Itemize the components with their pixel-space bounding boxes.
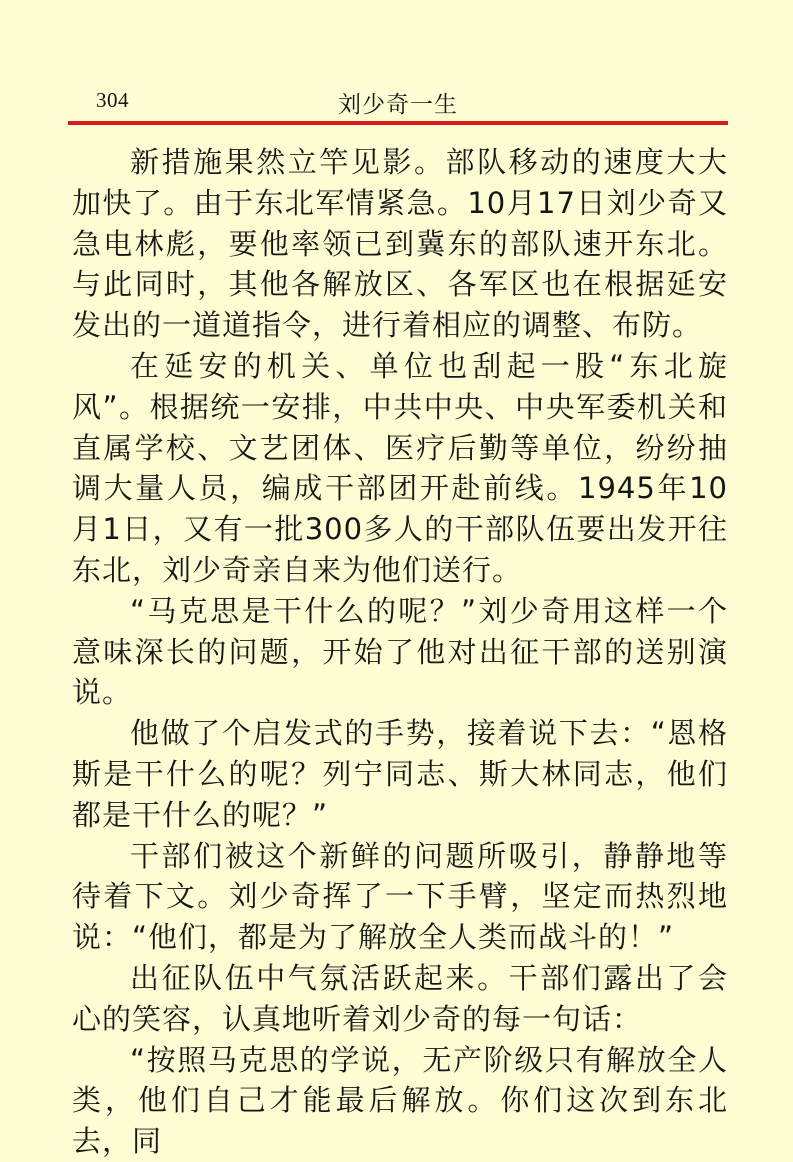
paragraph-4: 他做了个启发式的手势，接着说下去：“恩格斯是干什么的呢？列宁同志、斯大林同志，他们都是干什么的呢？” bbox=[72, 716, 728, 832]
paragraph-1: 新措施果然立竿见影。部队移动的速度大大加快了。由于东北军情紧急。10月17日刘少奇又急电林彪，要他率领已到冀东的部队速开东北。与此同时，其他各解放区、各军区也在根据延安发出的一道道指令，进行着相应的调整、布防。 bbox=[72, 145, 728, 343]
running-head-title: 刘少奇一生 bbox=[338, 92, 458, 118]
header-rule bbox=[68, 121, 728, 125]
paragraph-2: 在延安的机关、单位也刮起一股“东北旋风”。根据统一安排，中共中央、中央军委机关和直属学校、文艺团体、医疗后勤等单位，纷纷抽调大量人员，编成干部团开赴前线。1945年10月1日，又有一批300多人的干部队伍要出发开往东北，刘少奇亲自来为他们送行。 bbox=[72, 348, 728, 587]
paragraph-7: “按照马克思的学说，无产阶级只有解放全人类，他们自己才能最后解放。你们这次到东北去，同 bbox=[72, 1042, 728, 1159]
paragraph-6: 出征队伍中气氛活跃起来。干部们露出了会心的笑容，认真地听着刘少奇的每一句话： bbox=[72, 960, 728, 1036]
body-text bbox=[72, 142, 728, 1162]
paragraph-3: “马克思是干什么的呢？”刘少奇用这样一个意味深长的问题，开始了他对出征干部的送别演说。 bbox=[72, 593, 728, 710]
page-header bbox=[68, 84, 728, 120]
page-number: 304 bbox=[96, 88, 129, 112]
paragraph-5: 干部们被这个新鲜的问题所吸引，静静地等待着下文。刘少奇挥了一下手臂，坚定而热烈地说：“他们，都是为了解放全人类而战斗的！” bbox=[72, 838, 728, 955]
